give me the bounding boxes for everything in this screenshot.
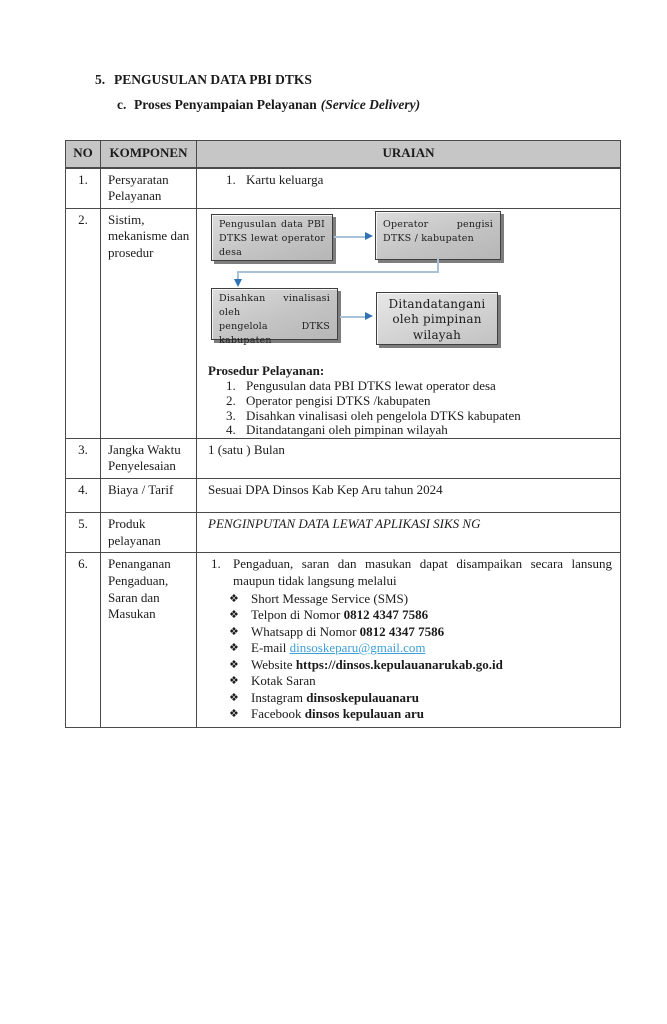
arrowhead-right-icon [365, 312, 373, 320]
section-number: 5. [95, 72, 106, 87]
row6-uraian [197, 553, 621, 727]
row4-komponen: Biaya / Tarif [101, 479, 197, 513]
flow-box-ditandatangani: Ditandatangani oleh pimpinan wilayah [376, 292, 498, 345]
diamond-bullet-icon: ❖ [229, 641, 239, 654]
subsection-title: Proses Penyampaian Pelayanan (Service Delivery) [134, 97, 421, 112]
phone-number: 0812 4347 7586 [343, 607, 429, 622]
row2-uraian [197, 208, 621, 438]
diamond-bullet-icon: ❖ [229, 707, 239, 720]
row2-no: 2. [66, 208, 101, 438]
row1-no: 1. [66, 168, 101, 209]
diamond-bullet-icon: ❖ [229, 624, 239, 638]
header-uraian: URAIAN [197, 141, 621, 168]
prosedur-title: Prosedur Pelayanan: [208, 362, 325, 378]
contact-item-suggestion-box: ❖ Kotak Saran [229, 673, 316, 688]
row5-uraian: PENGINPUTAN DATA LEWAT APLIKASI SIKS NG [197, 513, 621, 553]
flow-box-disahkan-vinalisasi: Disahkan vinalisasi oleh pengelola DTKS kabupaten [211, 288, 338, 340]
flow-box-pengusulan-desa: Pengusulan data PBI DTKS lewat operator desa [211, 214, 333, 261]
row5-no: 5. [66, 513, 101, 553]
requirement-item: Kartu keluarga [246, 171, 324, 187]
arrowhead-down-icon [234, 279, 242, 287]
table-row [66, 479, 621, 513]
diamond-bullet-icon: ❖ [229, 657, 239, 671]
subsection-heading [117, 97, 420, 113]
row6-no: 6. [66, 553, 101, 727]
website-url: https://dinsos.kepulauanarukab.go.id [295, 656, 503, 672]
row4-uraian: Sesuai DPA Dinsos Kab Kep Aru tahun 2024 [197, 479, 621, 513]
row2-komponen: Sistim, mekanisme dan prosedur [101, 208, 197, 438]
row3-no: 3. [66, 438, 101, 478]
subsection-letter: c. [117, 97, 127, 112]
instagram-handle: dinsoskepulauanaru [306, 689, 419, 705]
flow-connector-line [437, 258, 439, 272]
contact-item-phone: ❖ Telpon di Nomor 0812 4347 7586 [229, 607, 429, 622]
diamond-bullet-icon: ❖ [229, 591, 239, 605]
contact-item-whatsapp: ❖ Whatsapp di Nomor 0812 4347 7586 [229, 623, 445, 639]
flow-box-operator-pengisi: Operator pengisi DTKS / kabupaten [375, 211, 501, 260]
section-heading [95, 72, 312, 88]
flow-connector-line [340, 316, 366, 318]
row3-komponen: Jangka Waktu Penyelesaian [101, 438, 197, 478]
flowchart [197, 209, 620, 355]
list-number: 1. [226, 171, 236, 187]
section-title: PENGUSULAN DATA PBI DTKS [114, 72, 312, 87]
list-number: 1. [211, 556, 221, 572]
row6-komponen: Penanganan Pengaduan, Saran dan Masukan [101, 553, 197, 727]
diamond-bullet-icon: ❖ [229, 674, 239, 687]
complaint-intro: 1. Pengaduan, saran dan masukan dapat disampaikan secara lansung maupun tidak langsung melalui [211, 556, 612, 588]
header-komponen: KOMPONEN [101, 141, 197, 168]
table-row [66, 168, 621, 209]
header-no: NO [66, 141, 101, 168]
subsection-title-italic: (Service Delivery) [320, 97, 421, 112]
contact-item-facebook: ❖ Facebook dinsos kepulauan aru [229, 706, 425, 721]
row3-uraian: 1 (satu ) Bulan [197, 438, 621, 478]
table-row [66, 438, 621, 478]
table-header-row [66, 141, 621, 168]
facebook-name: dinsos kepulauan aru [304, 706, 425, 721]
table-row [66, 208, 621, 438]
table-row [66, 553, 621, 727]
row1-uraian [197, 168, 621, 209]
diamond-bullet-icon: ❖ [229, 608, 239, 621]
flow-connector-line [334, 236, 366, 238]
contact-item-sms: ❖ Short Message Service (SMS) [229, 590, 409, 606]
table-row [66, 513, 621, 553]
contact-item-instagram: ❖ Instagram dinsoskepulauanaru [229, 689, 419, 705]
diamond-bullet-icon: ❖ [229, 690, 239, 704]
service-delivery-table [65, 140, 621, 728]
arrowhead-right-icon [365, 232, 373, 240]
contact-item-email: ❖ E-mail dinsoskeparu@gmail.com [229, 640, 426, 655]
row1-komponen: Persyaratan Pelayanan [101, 168, 197, 209]
row5-komponen: Produk pelayanan [101, 513, 197, 553]
prosedur-list: Pengusulan data PBI DTKS lewat operator desa Operator pengisi DTKS /kabupaten Disahkan vinalisasi oleh pengelola DTKS kabupaten Ditandatangani oleh pimpinan wilayah [246, 378, 521, 438]
email-link[interactable]: dinsoskeparu@gmail.com [289, 640, 426, 655]
whatsapp-number: 0812 4347 7586 [359, 623, 445, 639]
contact-item-website: ❖ Website https://dinsos.kepulauanarukab.go.id [229, 656, 503, 672]
row4-no: 4. [66, 479, 101, 513]
flow-connector-line [237, 271, 439, 273]
